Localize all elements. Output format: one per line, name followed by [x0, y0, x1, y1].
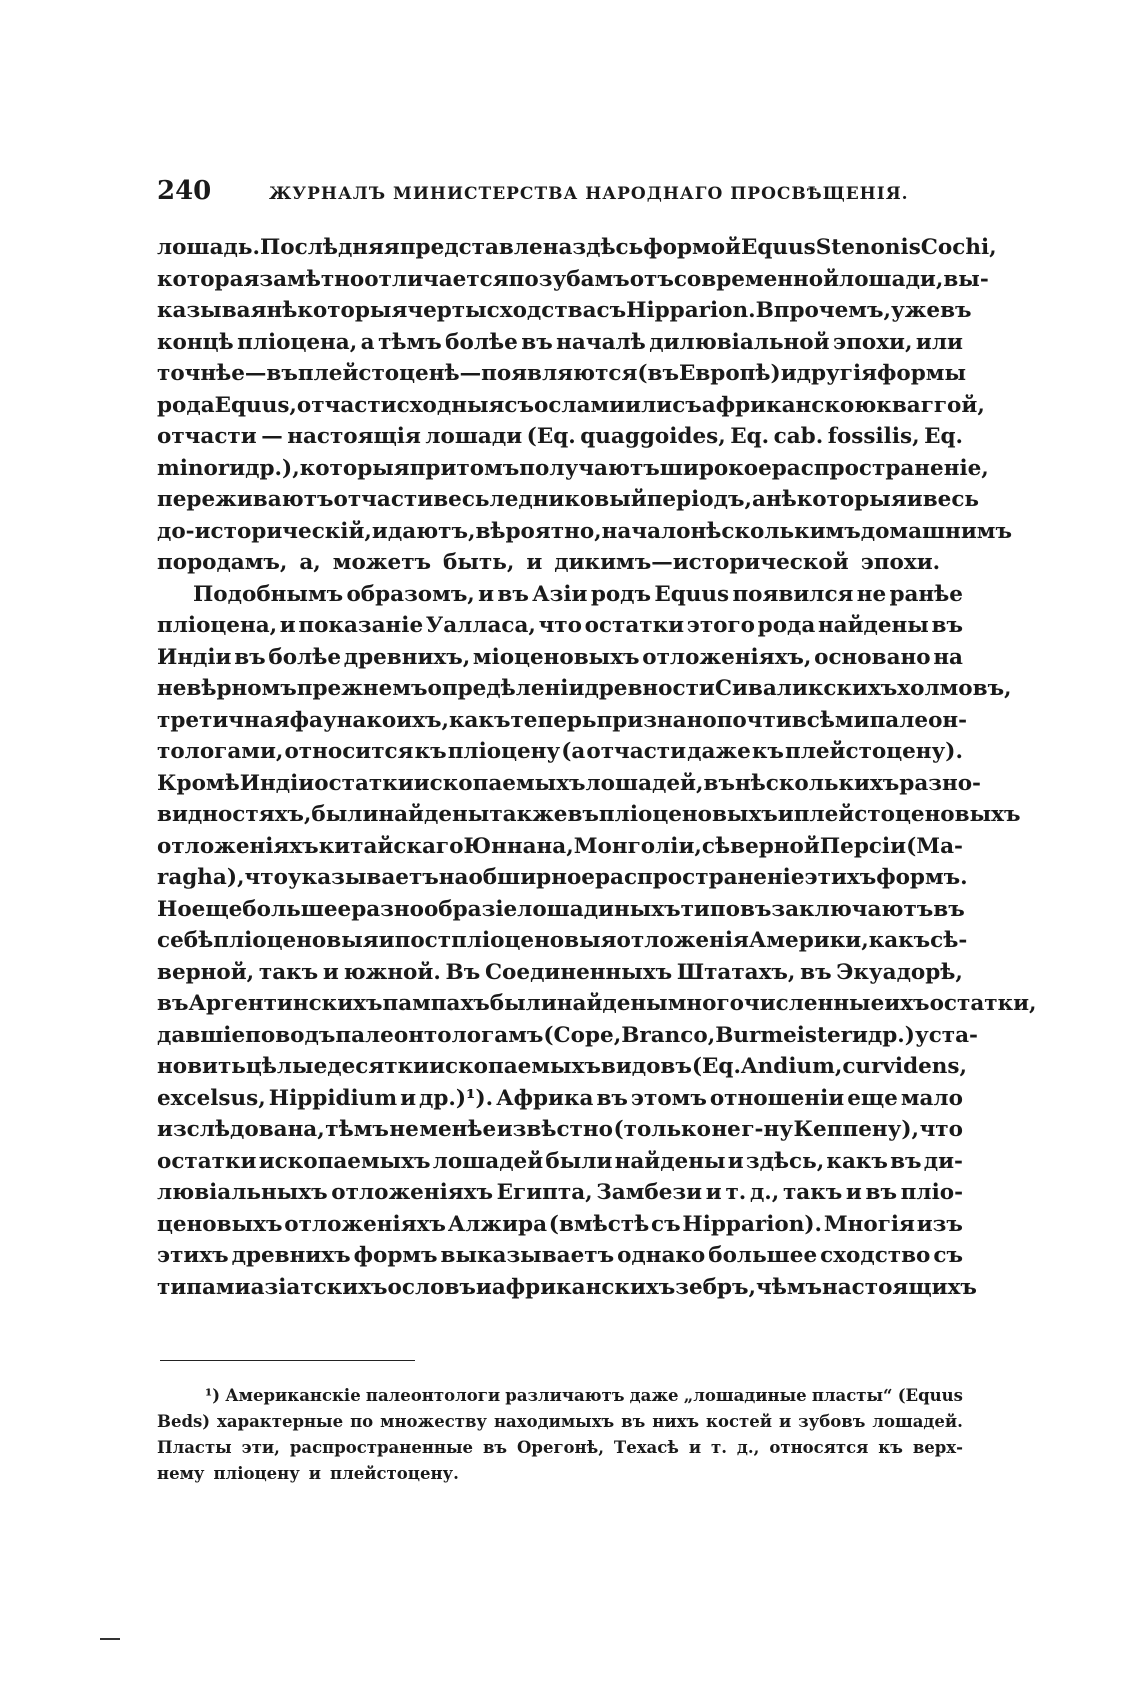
body-text-line: лошадь. Послѣдняя представлена здѣсь формой Equus Stenonis Cochi, — [157, 235, 997, 260]
body-text-line: которая замѣтно отличается по зубамъ отъ современной лошади, вы- — [157, 266, 989, 292]
body-text-line: породамъ, а, можетъ быть, и дикимъ—исторической эпохи. — [157, 550, 941, 575]
body-text-line: тологами, относится къ пліоцену (а отчасти даже къ плейстоцену). — [157, 739, 963, 764]
body-text-line: отложеніяхъ китайскаго Юннана, Монголіи, сѣверной Персіи (Ma- — [157, 833, 963, 859]
margin-mark — [100, 1638, 120, 1640]
body-text-line: рода Equus, отчасти сходныя съ ослами или съ африканскою квaггой, — [157, 392, 985, 418]
body-text-line: остатки ископаемыхъ лошадей были найдены и здѣсь, какъ въ ди- — [157, 1148, 963, 1174]
footnote-line: нему пліоцену и плейстоцену. — [157, 1464, 459, 1483]
body-text-line: видностяхъ, были найдены также въ пліоценовыхъ и плейстоценовыхъ — [157, 802, 1021, 827]
body-text-line: Кромѣ Индіи остатки ископаемыхъ лошадей, въ нѣсколькихъ разно- — [157, 770, 981, 796]
body-text-line: ragha), что указываетъ на обширное распространеніе этихъ формъ. — [157, 865, 968, 890]
body-text-line: верной, такъ и южной. Въ Соединенныхъ Штатахъ, въ Экуадорѣ, — [157, 959, 963, 985]
body-text-line: типами азіатскихъ ословъ и африканскихъ зебръ, чѣмъ настоящихъ — [157, 1274, 977, 1300]
body-text-line: новить цѣлые десятки ископаемыхъ видовъ (Eq. Andium, curvidens, — [157, 1054, 968, 1079]
body-text-line: minor и др.), которыя притомъ получаютъ широкое распространеніе, — [157, 455, 989, 481]
body-text-line: ценовыхъ отложеніяхъ Алжира (вмѣстѣ съ Hipparion). Многія изъ — [157, 1211, 963, 1237]
body-text-line: отчасти — настоящія лошади (Eq. quaggoides, Eq. cab. fossilis, Eq. — [157, 424, 963, 449]
body-text-line: давшіе поводъ палеонтологамъ (Cope, Brancо, Burmeister и др.) уста- — [157, 1022, 978, 1048]
footnote-line: ¹) Американскіе палеонтологи различаютъ даже „лошадиные пласты“ (Equus — [205, 1386, 963, 1405]
body-text-line: казывая нѣкоторыя черты сходства съ Hipparion. Впрочемъ, уже въ — [157, 298, 972, 323]
body-text-line: Индіи въ болѣе древнихъ, міоценовыхъ отложеніяхъ, основано на — [157, 644, 963, 670]
body-text-line: Подобнымъ образомъ, и въ Азіи родъ Equus появился не ранѣе — [193, 581, 963, 607]
body-text-line: excelsus, Hippidium и др.)¹). Африка въ этомъ отношеніи еще мало — [157, 1085, 963, 1111]
footnote-line: Пласты эти, распространенные въ Орегонѣ, Техасѣ и т. д., относятся къ верх- — [157, 1438, 963, 1457]
body-text-line: Но еще большее разнообразіе лошадиныхъ типовъ заключаютъ въ — [157, 896, 965, 922]
body-text-line: до-историческій, и даютъ, вѣроятно, начало нѣсколькимъ домашнимъ — [157, 518, 1012, 544]
footnote — [157, 1383, 963, 1487]
body-text-line: лювіальныхъ отложеніяхъ Египта, Замбези и т. д., такъ и въ пліо- — [157, 1180, 963, 1205]
body-text-line: точнѣе—въ плейстоценѣ —появляются (въ Европѣ) и другія формы — [157, 361, 967, 386]
footnote-line: Beds) характерные по множеству находимыхъ въ нихъ костей и зубовъ лошадей. — [157, 1412, 963, 1431]
body-text-line: концѣ пліоцена, а тѣмъ болѣе въ началѣ дилювіальной эпохи, или — [157, 329, 963, 355]
body-text — [157, 232, 1037, 1303]
page-header — [157, 176, 957, 206]
running-title: ЖУРНАЛЪ МИНИСТЕРСТВА НАРОДНАГО ПРОСВѢЩЕНІЯ. — [269, 184, 909, 204]
page-number: 240 — [157, 176, 212, 206]
body-text-line: этихъ древнихъ формъ выказываетъ однако большее сходство съ — [157, 1243, 963, 1268]
footnote-separator — [160, 1360, 415, 1361]
body-text-line: себѣ пліоценовыя и постпліоценовыя отложенія Америки, какъ сѣ- — [157, 928, 968, 953]
body-text-line: въ Аргентинскихъ пампахъ были найдены многочисленные ихъ остатки, — [157, 991, 1037, 1016]
body-text-line: невѣрномъ прежнемъ опредѣленіи древности Сиваликскихъ холмовъ, — [157, 676, 1012, 701]
body-text-line: третичная фауна коихъ, какъ теперь признано почти всѣми палеон- — [157, 707, 968, 733]
body-text-line: изслѣдована, тѣмъ не менѣе извѣстно (только не г-ну Кеппену), что — [157, 1117, 963, 1142]
body-text-line: переживаютъ отчасти весь ледниковый періодъ, а нѣкоторыя и весь — [157, 487, 980, 512]
body-text-line: пліоцена, и показаніе Уалласа, что остатки этого рода найдены въ — [157, 613, 963, 638]
